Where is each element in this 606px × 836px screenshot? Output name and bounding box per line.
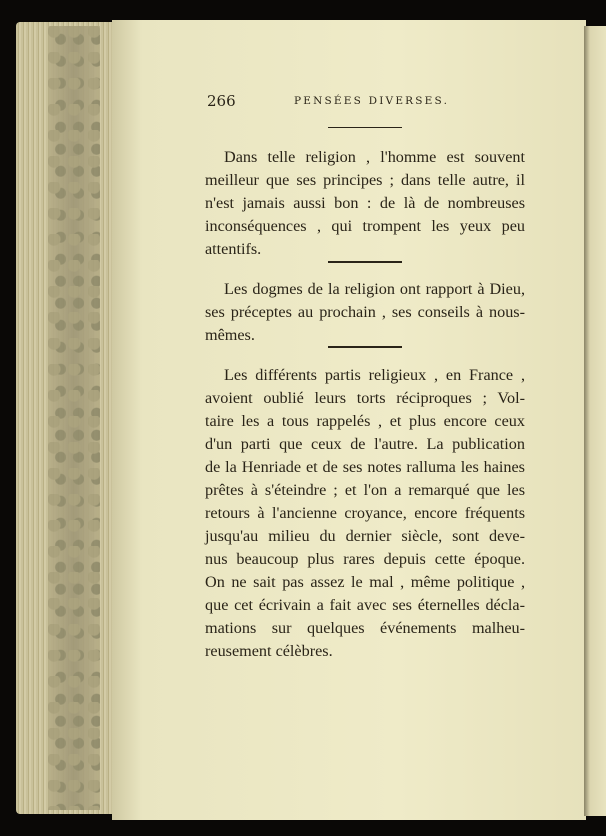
section-divider (328, 346, 402, 348)
text-line: avoient oublié leurs torts réciproques ; Vol- (205, 389, 525, 407)
text-line: d'un parti que ceux de l'autre. La publication (205, 435, 525, 453)
text-line: ses préceptes au prochain , ses conseils à nous- (205, 303, 525, 321)
text-line: taire les a tous rappelés , et plus encore ceux (205, 412, 525, 430)
text-line: jusqu'au milieu du dernier siècle, sont deve- (205, 527, 525, 545)
text-line: nus beaucoup plus rares depuis cette époque. (205, 550, 525, 568)
text-line: de la Henriade et de ses notes ralluma les haines (205, 458, 525, 476)
text-line: meilleur que ses principes ; dans telle autre, il (205, 171, 525, 189)
text-line: reusement célèbres. (205, 642, 333, 660)
text-line: retours à l'ancienne croyance, encore fréquents (205, 504, 525, 522)
text-line: prêtes à s'éteindre ; et l'on a remarqué que les (205, 481, 525, 499)
text-line: n'est jamais aussi bon : de là de nombreuses (205, 194, 525, 212)
section-divider (328, 127, 402, 128)
text-line: attentifs. (205, 240, 262, 258)
text-line: inconséquences , qui trompent les yeux peu (205, 217, 525, 235)
marbled-edge (48, 26, 100, 810)
text-line: mations sur quelques événements malheu- (205, 619, 525, 637)
running-title: PENSÉES DIVERSES. (294, 95, 450, 107)
text-line: mêmes. (205, 326, 255, 344)
section-divider (328, 261, 402, 263)
text-line: Les dogmes de la religion ont rapport à Dieu, (224, 280, 525, 298)
text-line: Les différents partis religieux , en France , (224, 366, 525, 384)
text-line: que cet écrivain a fait avec ses éternelles décla- (205, 596, 525, 614)
facing-page-edge (584, 26, 606, 816)
page-number: 266 (207, 92, 236, 110)
text-line: Dans telle religion , l'homme est souvent (224, 148, 525, 166)
text-line: On ne sait pas assez le mal , même politique , (205, 573, 525, 591)
